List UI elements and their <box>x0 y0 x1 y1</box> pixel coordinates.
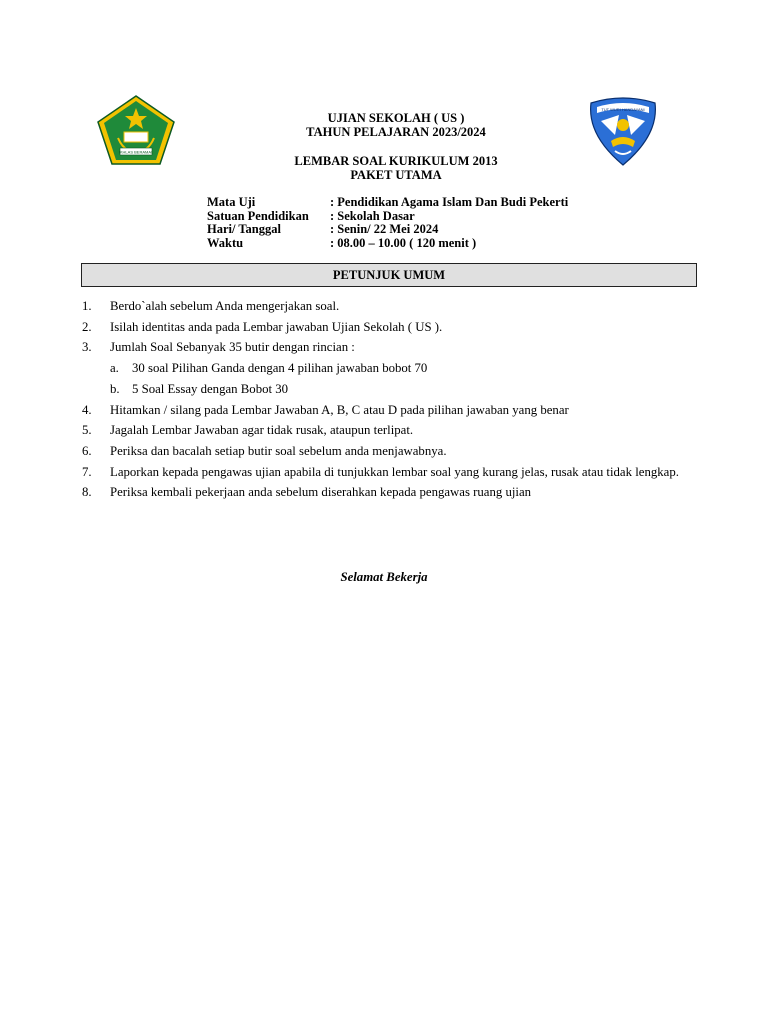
closing-text: Selamat Bekerja <box>340 570 428 584</box>
sub-list-item: a. 30 soal Pilihan Ganda dengan 4 pilihan jawaban bobot 70 <box>110 361 428 376</box>
list-item: 5. Jagalah Lembar Jawaban agar tidak rusak, ataupun terlipat. <box>82 423 414 438</box>
list-item: 1. Berdo`alah sebelum Anda mengerjakan soal. <box>82 299 340 313</box>
list-item: 6. Periksa dan bacalah setiap butir soal sebelum anda menjawabnya. <box>82 443 447 458</box>
list-item: 8. Periksa kembali pekerjaan anda sebelum diserahkan kepada pengawas ruang ujian <box>82 485 532 500</box>
instructions-list <box>82 296 692 503</box>
meta-row-school: Satuan Pendidikan : Sekolah Dasar <box>207 208 415 223</box>
header-line-2: TAHUN PELAJARAN 2023/2024 <box>306 124 486 139</box>
header-line-3: LEMBAR SOAL KURIKULUM 2013 <box>294 154 498 168</box>
header-line-4: PAKET UTAMA <box>350 167 442 182</box>
list-item: 3. Jumlah Soal Sebanyak 35 butir dengan rincian : <box>82 340 355 355</box>
meta-row-time: Waktu : 08.00 – 10.00 ( 120 menit ) <box>207 235 477 250</box>
svg-text:IKHLAS BERAMAL: IKHLAS BERAMAL <box>118 149 154 155</box>
meta-row-subject: Mata Uji : Pendidikan Agama Islam Dan Budi Pekerti <box>207 195 569 209</box>
header-line-1: UJIAN SEKOLAH ( US ) <box>327 111 465 125</box>
sub-list-item: b. 5 Soal Essay dengan Bobot 30 <box>110 381 289 396</box>
exam-meta <box>207 196 568 250</box>
tut-wuri-handayani-logo <box>585 95 661 167</box>
svg-text:TUT WURI HANDAYANI: TUT WURI HANDAYANI <box>601 107 645 112</box>
list-item: 7. Laporkan kepada pengawas ujian apabila di tunjukkan lembar soal yang kurang jelas, rusak atau tidak lengkap. <box>82 464 679 479</box>
exam-header <box>240 112 552 182</box>
kemenag-logo <box>96 94 176 166</box>
general-instructions-heading: PETUNJUK UMUM <box>81 263 697 287</box>
list-item: 2. Isilah identitas anda pada Lembar jawaban Ujian Sekolah ( US ). <box>82 319 443 334</box>
list-item: 4. Hitamkan / silang pada Lembar Jawaban A, B, C atau D pada pilihan jawaban yang benar <box>82 402 569 417</box>
meta-row-date: Hari/ Tanggal : Senin/ 22 Mei 2024 <box>207 222 439 236</box>
